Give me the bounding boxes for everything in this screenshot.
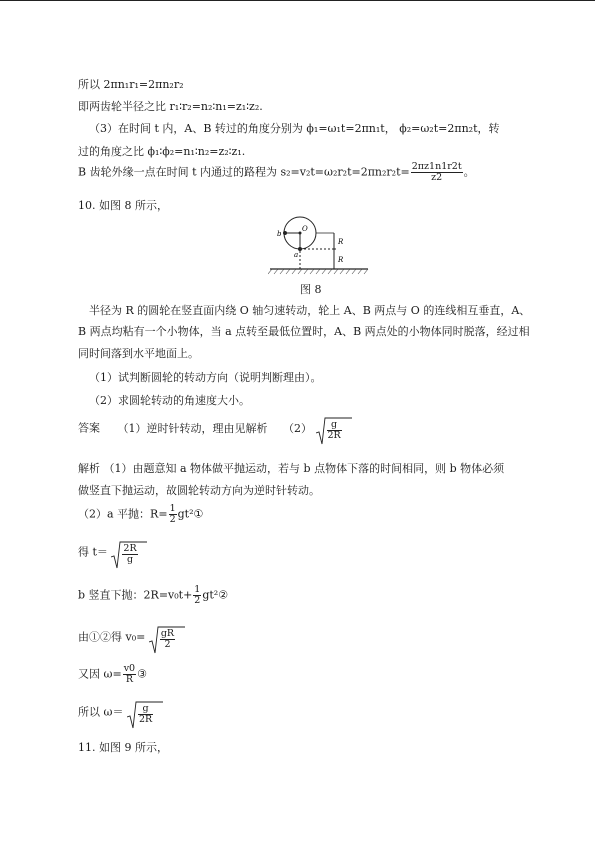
answer-line xyxy=(78,416,343,441)
eq6-den: 2R xyxy=(138,714,153,725)
figure-8-caption: 图 8 xyxy=(300,283,322,296)
fraction-denominator: z2 xyxy=(431,172,443,183)
eq1-fraction xyxy=(169,504,177,525)
eq1-text: （2）a 平抛：R= xyxy=(78,507,168,521)
answer-part-2: （2） xyxy=(283,421,312,435)
eq5-text: 又因 ω= xyxy=(78,667,122,681)
eq2-den: g xyxy=(126,554,134,565)
point-b xyxy=(283,231,287,235)
eq1-post: gt²① xyxy=(177,507,204,521)
eq3-post: gt²② xyxy=(202,588,229,602)
eq5-den: R xyxy=(125,674,133,685)
fraction-numerator: 2πz1n1r2t xyxy=(411,161,462,172)
ground-hatch xyxy=(268,269,368,274)
wheel-diagram xyxy=(268,214,370,284)
label-r-upper: R xyxy=(338,238,344,246)
eq1-num: 1 xyxy=(169,503,176,514)
eq2-sqrt xyxy=(111,540,138,565)
eq3-den: 2 xyxy=(194,595,201,606)
sqrt-numerator: g xyxy=(327,420,342,431)
distance-text: B 齿轮外缘一点在时间 t 内通过的路程为 s₂=v₂t=ω₂r₂t=2πn₂r₂t= xyxy=(78,165,410,179)
question-10-heading: 10. 如图 8 所示， xyxy=(78,199,168,212)
analysis-line-1: 解析 （1）由题意知 a 物体做平抛运动，若与 b 点物体下落的时间相同，则 b 物体必须 xyxy=(78,462,505,475)
eq3-text: b 竖直下抛：2R=v₀t+ xyxy=(78,588,193,602)
eq6-text: 所以 ω＝ xyxy=(78,705,124,719)
equation-v0 xyxy=(78,625,176,650)
eq1-den: 2 xyxy=(169,514,176,525)
question-11-heading: 11. 如图 9 所示， xyxy=(78,741,168,754)
eq3-fraction xyxy=(193,585,201,606)
distance-end: 。 xyxy=(463,165,475,179)
equation-a-horizontal xyxy=(78,504,203,525)
sqrt-denominator: 2R xyxy=(327,430,341,441)
equation-b-vertical xyxy=(78,585,228,606)
answer-part-1: （1）逆时针转动，理由见解析 xyxy=(117,421,268,435)
eq5-post: ③ xyxy=(137,667,147,681)
subquestion-1: （1）试判断圆轮的转动方向（说明判断理由）。 xyxy=(89,371,322,384)
equation-result xyxy=(78,700,154,725)
eq5-num: v0 xyxy=(123,663,136,674)
eq4-num: gR xyxy=(160,628,175,639)
eq6-num: g xyxy=(138,704,153,715)
eq3-num: 1 xyxy=(194,584,201,595)
label-a: a xyxy=(294,251,299,259)
figure-8 xyxy=(268,214,370,284)
distance-line xyxy=(78,162,475,183)
page-top-rule xyxy=(0,0,595,1)
angle-line-1: （3）在时间 t 内，A、B 转过的角度分别为 ϕ₁=ω₁t=2πn₁t， ϕ₂=ω₂t=2πn₂t，转 xyxy=(89,122,500,135)
label-b: b xyxy=(277,230,282,238)
eq4-text: 由①②得 v₀= xyxy=(78,630,146,644)
equation-time xyxy=(78,540,139,565)
angle-line-2: 过的角度之比 ϕ₁∶ϕ₂=n₁∶n₂=z₂∶z₁. xyxy=(78,145,246,158)
subquestion-2: （2）求圆轮转动的角速度大小。 xyxy=(89,394,250,407)
eq4-den: 2 xyxy=(164,639,171,650)
equation-line-1: 所以 2πn₁r₁=2πn₂r₂ xyxy=(78,78,184,91)
eq2-text: 得 t＝ xyxy=(78,545,108,559)
eq6-sqrt xyxy=(127,700,154,725)
ratio-line: 即两齿轮半径之比 r₁∶r₂=n₂∶n₁=z₁∶z₂. xyxy=(78,100,263,113)
eq5-fraction xyxy=(123,664,136,685)
eq4-sqrt xyxy=(149,625,176,650)
analysis-line-2: 做竖直下抛运动，故圆轮转动方向为逆时针转动。 xyxy=(78,484,320,497)
label-r-lower: R xyxy=(338,256,344,264)
distance-fraction xyxy=(411,162,463,183)
eq2-num: 2R xyxy=(123,543,137,554)
answer-label: 答案 xyxy=(78,421,100,435)
problem-text-3: 同时间落到水平地面上。 xyxy=(78,347,199,360)
label-o: O xyxy=(302,225,308,233)
equation-omega xyxy=(78,664,147,685)
problem-text-2: B 两点均粘有一个小物体，当 a 点转至最低位置时，A、B 两点处的小物体同时脱落，经过相 xyxy=(78,325,530,338)
problem-text-1: 半径为 R 的圆轮在竖直面内绕 O 轴匀速转动，轮上 A、B 两点与 O 的连线相互垂直，A、 xyxy=(89,304,531,317)
answer-sqrt xyxy=(316,416,343,441)
